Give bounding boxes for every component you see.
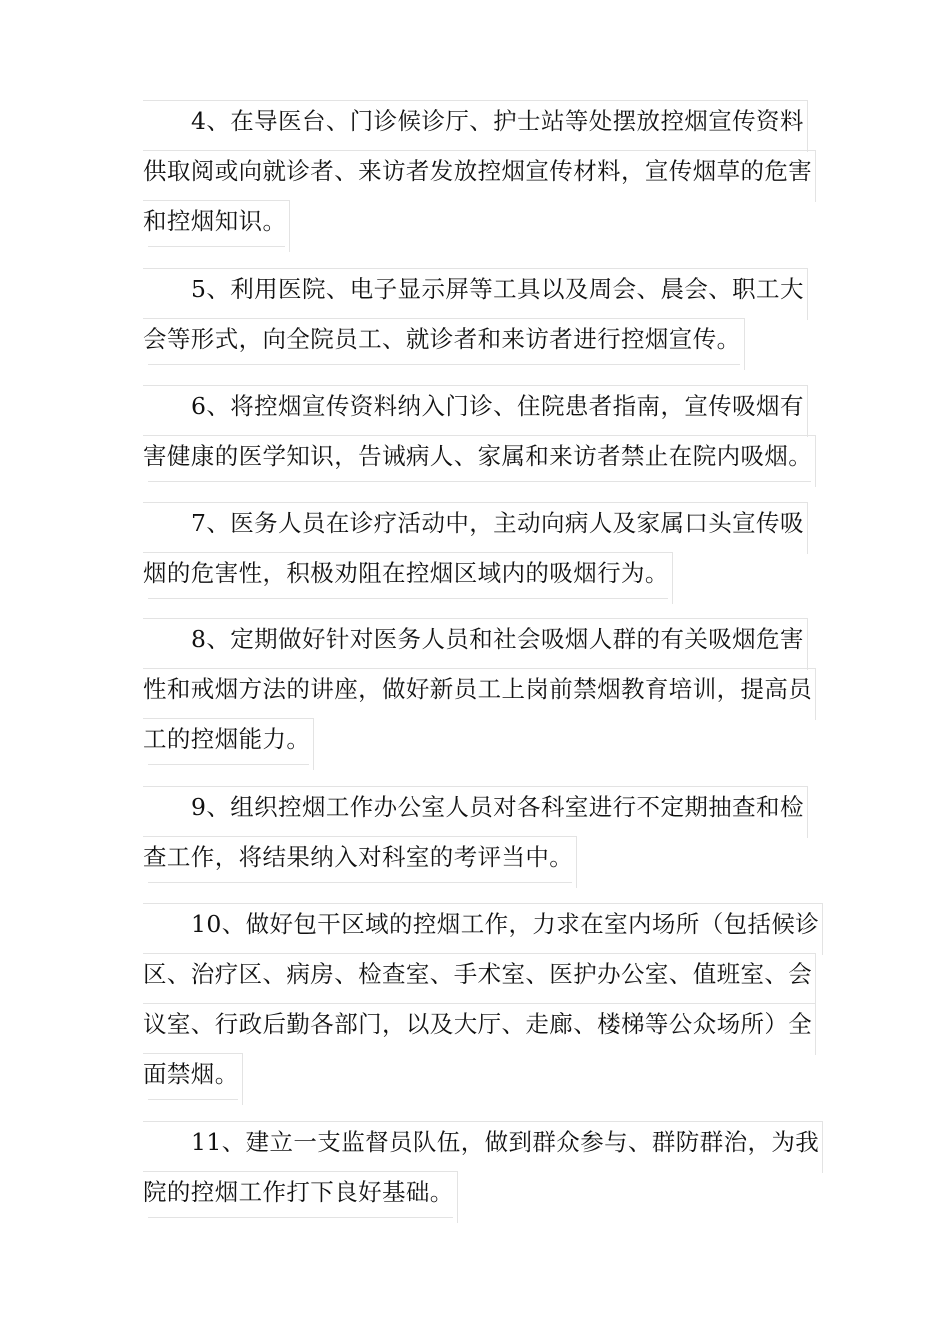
text-line: 会等形式，向全院员工、就诊者和来访者进行控烟宣传。 — [143, 314, 815, 364]
text-line: 面禁烟。 — [143, 1049, 815, 1099]
text-line: 议室、行政后勤各部门，以及大厅、走廊、楼梯等公众场所）全 — [143, 999, 815, 1049]
text-line: 和控烟知识。 — [143, 196, 815, 246]
text-line: 8、定期做好针对医务人员和社会吸烟人群的有关吸烟危害 — [143, 614, 815, 664]
text-line: 7、医务人员在诊疗活动中，主动向病人及家属口头宣传吸 — [143, 498, 815, 548]
paragraph-item-4 — [143, 96, 815, 246]
text-line: 9、组织控烟工作办公室人员对各科室进行不定期抽查和检 — [143, 782, 815, 832]
text-line: 区、治疗区、病房、检查室、手术室、医护办公室、值班室、会 — [143, 949, 815, 999]
paragraph-item-5 — [143, 264, 815, 364]
text-line: 烟的危害性，积极劝阻在控烟区域内的吸烟行为。 — [143, 548, 815, 598]
text-line: 查工作，将结果纳入对科室的考评当中。 — [143, 832, 815, 882]
text-line: 6、将控烟宣传资料纳入门诊、住院患者指南，宣传吸烟有 — [143, 381, 815, 431]
text-line: 4、在导医台、门诊候诊厅、护士站等处摆放控烟宣传资料 — [143, 96, 815, 146]
text-line: 害健康的医学知识，告诫病人、家属和来访者禁止在院内吸烟。 — [143, 431, 815, 481]
text-line: 5、利用医院、电子显示屏等工具以及周会、晨会、职工大 — [143, 264, 815, 314]
paragraph-item-9 — [143, 782, 815, 882]
text-line: 院的控烟工作打下良好基础。 — [143, 1167, 815, 1217]
text-line: 性和戒烟方法的讲座，做好新员工上岗前禁烟教育培训，提高员 — [143, 664, 815, 714]
paragraph-item-11 — [143, 1117, 820, 1217]
text-line: 供取阅或向就诊者、来访者发放控烟宣传材料，宣传烟草的危害 — [143, 146, 815, 196]
paragraph-item-8 — [143, 614, 815, 764]
text-line: 10、做好包干区域的控烟工作，力求在室内场所（包括候诊 — [143, 899, 815, 949]
text-line: 工的控烟能力。 — [143, 714, 815, 764]
paragraph-item-6 — [143, 381, 815, 481]
paragraph-item-10 — [143, 899, 820, 1099]
text-line: 11、建立一支监督员队伍，做到群众参与、群防群治，为我 — [143, 1117, 815, 1167]
paragraph-item-7 — [143, 498, 815, 598]
